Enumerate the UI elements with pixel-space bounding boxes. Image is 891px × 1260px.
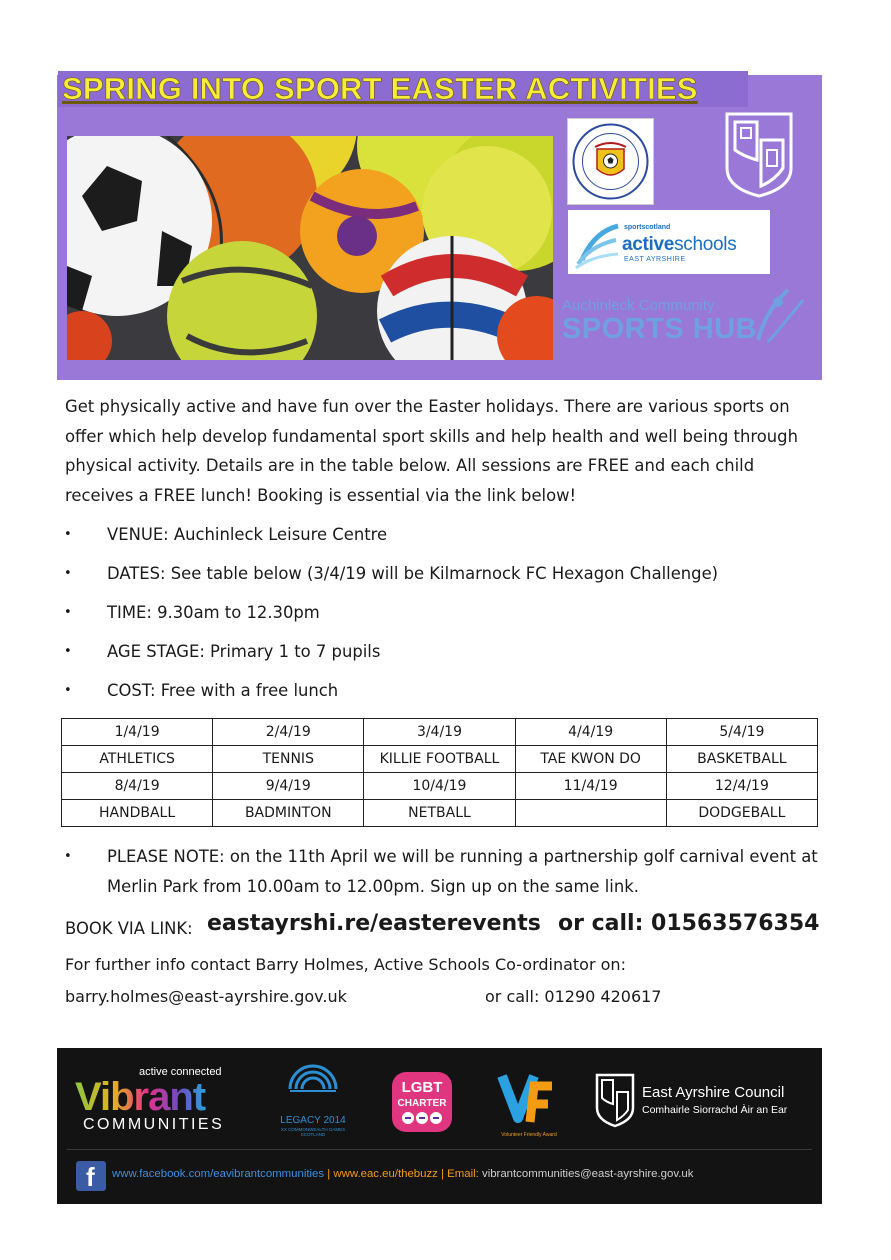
sport-cell — [515, 800, 666, 827]
sport-cell: BADMINTON — [213, 800, 364, 827]
table-row — [62, 746, 818, 773]
active-schools-wordmark: activeschools — [622, 234, 737, 255]
active-schools-region: EAST AYRSHIRE — [624, 256, 686, 263]
list-item: • AGE STAGE: Primary 1 to 7 pupils — [64, 637, 824, 676]
list-item: • COST: Free with a free lunch — [64, 676, 824, 715]
sport-cell: KILLIE FOOTBALL — [364, 746, 515, 773]
kcst-crest-logo — [567, 118, 654, 205]
date-cell: 2/4/19 — [213, 719, 364, 746]
svg-text:LGBT: LGBT — [401, 1079, 443, 1096]
date-cell: 12/4/19 — [666, 773, 817, 800]
sport-cell: TAE KWON DO — [515, 746, 666, 773]
volunteer-friendly-logo — [494, 1066, 564, 1142]
legacy-label: LEGACY 2014 — [280, 1115, 346, 1126]
svg-text:Volunteer Friendly Award: Volunteer Friendly Award — [501, 1132, 557, 1138]
bullet-dot-icon: • — [64, 566, 72, 581]
eac-shield-icon — [594, 1072, 636, 1128]
svg-text:CHARTER: CHARTER — [397, 1098, 447, 1109]
booking-label: BOOK VIA LINK: — [65, 919, 193, 938]
buzz-link[interactable]: www.eac.eu/thebuzz — [333, 1168, 438, 1180]
sport-cell: BASKETBALL — [666, 746, 817, 773]
pd-shield-logo — [723, 110, 795, 198]
contact-email[interactable]: barry.holmes@east-ayrshire.gov.uk — [65, 987, 347, 1006]
sportscotland-label: sportscotland — [624, 224, 671, 231]
further-info-text: For further info contact Barry Holmes, Active Schools Co-ordinator on: — [65, 955, 626, 974]
sport-cell: HANDBALL — [62, 800, 213, 827]
footer-divider — [67, 1149, 812, 1150]
headline-banner — [58, 71, 748, 107]
date-cell: 5/4/19 — [666, 719, 817, 746]
east-ayrshire-council-logo — [594, 1072, 814, 1132]
hub-line1: Auchinleck Community — [562, 297, 715, 314]
active-schools-logo — [568, 210, 770, 274]
booking-phone: or call: 01563576354 — [558, 911, 820, 936]
legacy-rings-icon — [272, 1063, 354, 1115]
vibrant-communities-label: COMMUNITIES — [83, 1116, 225, 1133]
separator: | — [437, 1168, 448, 1180]
sports-hub-logo — [562, 285, 807, 357]
bullet-dot-icon: • — [64, 683, 72, 698]
page-title: SPRING INTO SPORT EASTER ACTIVITIES — [62, 71, 698, 106]
legacy-2014-logo — [272, 1063, 354, 1143]
footer-band — [57, 1048, 822, 1204]
booking-row — [65, 911, 825, 945]
eac-gaelic-name: Comhairle Siorrachd Àir an Ear — [642, 1104, 788, 1116]
hub-line2: SPORTS HUB — [562, 313, 758, 345]
email-label: Email: — [447, 1168, 479, 1180]
footer-email-link[interactable]: vibrantcommunities@east-ayrshire.gov.uk — [478, 1168, 694, 1180]
bullet-dot-icon: • — [64, 644, 72, 659]
table-row — [62, 800, 818, 827]
date-cell: 11/4/19 — [515, 773, 666, 800]
list-item: • VENUE: Auchinleck Leisure Centre — [64, 520, 824, 559]
facebook-link[interactable]: www.facebook.com/eavibrantcommunities — [112, 1168, 325, 1180]
intro-paragraph: Get physically active and have fun over the Easter holidays. There are various sports on offer which help develop fundamental sport skills and help health and well being through physical activity. Details are in the table below. All sessions are FREE and each child receives a FREE lunch! Booking is essential via the link below! — [65, 397, 798, 505]
table-row — [62, 773, 818, 800]
date-cell: 8/4/19 — [62, 773, 213, 800]
date-cell: 4/4/19 — [515, 719, 666, 746]
active-schools-splash-icon — [568, 212, 628, 272]
booking-link[interactable]: eastayrshi.re/easterevents — [207, 911, 541, 936]
sport-cell: NETBALL — [364, 800, 515, 827]
date-cell: 3/4/19 — [364, 719, 515, 746]
vibrant-gradient-icon — [75, 1074, 235, 1116]
list-item: • DATES: See table below (3/4/19 will be Kilmarnock FC Hexagon Challenge) — [64, 559, 824, 598]
sports-balls-photo — [67, 136, 553, 360]
date-cell: 1/4/19 — [62, 719, 213, 746]
footer-contact-line — [112, 1168, 693, 1180]
bullet-dot-icon: • — [64, 849, 72, 864]
separator: | — [324, 1168, 334, 1180]
eac-name: East Ayrshire Council — [642, 1084, 785, 1101]
sport-cell: TENNIS — [213, 746, 364, 773]
vibrant-tagline: active connected — [139, 1066, 222, 1078]
svg-text:Vibrant: Vibrant — [75, 1075, 206, 1116]
bullet-dot-icon: • — [64, 527, 72, 542]
table-row — [62, 719, 818, 746]
sport-cell: ATHLETICS — [62, 746, 213, 773]
bullet-dot-icon: • — [64, 605, 72, 620]
schedule-table — [61, 718, 818, 827]
note-text: PLEASE NOTE: on the 11th April we will be running a partnership golf carnival event at Merlin Park from 10.00am to 12.00pm. Sign up on the same link. — [107, 847, 818, 896]
legacy-sub-label: XX COMMONWEALTH GAMES SCOTLAND — [280, 1127, 346, 1137]
hub-figure-icon — [748, 280, 806, 350]
facebook-icon[interactable]: f — [76, 1161, 106, 1191]
date-cell: 10/4/19 — [364, 773, 515, 800]
date-cell: 9/4/19 — [213, 773, 364, 800]
vibrant-communities-logo — [75, 1066, 235, 1136]
contact-phone: or call: 01290 420617 — [485, 987, 662, 1006]
lgbt-charter-logo — [390, 1070, 454, 1134]
details-list — [64, 520, 824, 715]
list-item: • TIME: 9.30am to 12.30pm — [64, 598, 824, 637]
sport-cell: DODGEBALL — [666, 800, 817, 827]
